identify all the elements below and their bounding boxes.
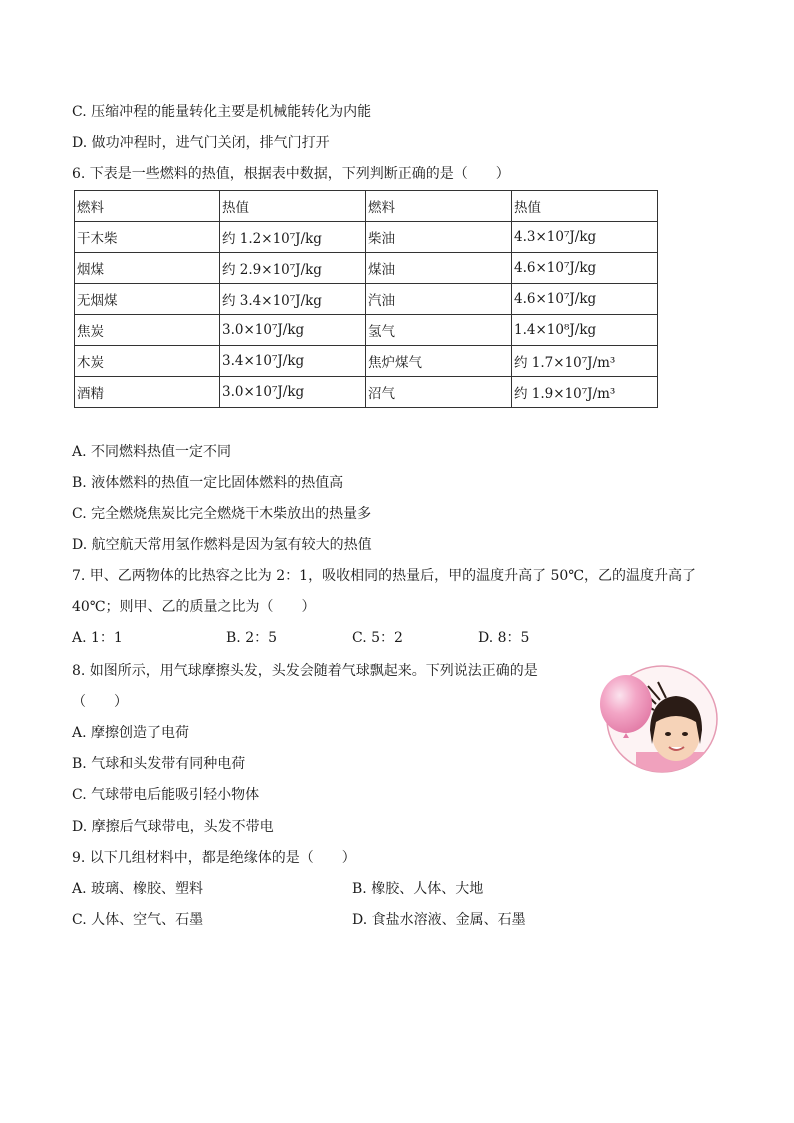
table-cell: 煤油 [366, 253, 512, 284]
q6-option-c: C. 完全燃烧焦炭比完全燃烧干木柴放出的热量多 [72, 506, 372, 522]
table-cell: 木炭 [75, 346, 220, 377]
q7-option-c: C. 5：2 [352, 630, 403, 646]
q7-option-d: D. 8：5 [478, 630, 530, 646]
table-header-cell: 热值 [220, 191, 366, 222]
table-cell: 柴油 [366, 222, 512, 253]
table-cell: 3.4×10⁷J/kg [220, 346, 366, 377]
table-cell: 约 3.4×10⁷J/kg [220, 284, 366, 315]
table-cell: 4.6×10⁷J/kg [512, 284, 658, 315]
q8-stem-line1: 8. 如图所示，用气球摩擦头发，头发会随着气球飘起来。下列说法正确的是 [72, 663, 538, 679]
q9-option-d: D. 食盐水溶液、金属、石墨 [352, 912, 526, 928]
table-cell: 4.6×10⁷J/kg [512, 253, 658, 284]
q6-option-d: D. 航空航天常用氢作燃料是因为氢有较大的热值 [72, 537, 372, 553]
table-cell: 烟煤 [75, 253, 220, 284]
table-cell: 约 1.7×10⁷J/m³ [512, 346, 658, 377]
table-cell: 1.4×10⁸J/kg [512, 315, 658, 346]
table-header-cell: 燃料 [75, 191, 220, 222]
fuel-heat-value-table [74, 190, 658, 408]
q7-stem-line2: 40℃；则甲、乙的质量之比为（ ） [72, 599, 316, 615]
q8-option-a: A. 摩擦创造了电荷 [72, 725, 190, 741]
table-cell: 汽油 [366, 284, 512, 315]
q9-option-a: A. 玻璃、橡胶、塑料 [72, 881, 204, 897]
table-cell: 4.3×10⁷J/kg [512, 222, 658, 253]
table-cell: 3.0×10⁷J/kg [220, 377, 366, 408]
q6-option-a: A. 不同燃料热值一定不同 [72, 444, 232, 460]
q9-option-b: B. 橡胶、人体、大地 [352, 881, 484, 897]
table-cell: 干木柴 [75, 222, 220, 253]
q9-stem: 9. 以下几组材料中，都是绝缘体的是（ ） [72, 850, 356, 866]
table-cell: 沼气 [366, 377, 512, 408]
table-cell: 约 1.2×10⁷J/kg [220, 222, 366, 253]
balloon-girl-photo-icon [596, 664, 720, 774]
table-row [75, 315, 658, 346]
q5-option-d: D. 做功冲程时，进气门关闭，排气门打开 [72, 135, 330, 151]
q9-option-c: C. 人体、空气、石墨 [72, 912, 204, 928]
q8-stem-line2: （ ） [72, 694, 128, 710]
table-row [75, 346, 658, 377]
table-cell: 氢气 [366, 315, 512, 346]
table-cell: 焦炉煤气 [366, 346, 512, 377]
q7-stem-line1: 7. 甲、乙两物体的比热容之比为 2：1，吸收相同的热量后，甲的温度升高了 50℃，乙的温度升高了 [72, 568, 696, 584]
table-header-row [75, 191, 658, 222]
table-row [75, 377, 658, 408]
table-row [75, 222, 658, 253]
table-row [75, 284, 658, 315]
table-header-cell: 热值 [512, 191, 658, 222]
q7-option-b: B. 2：5 [226, 630, 278, 646]
table-row [75, 253, 658, 284]
table-cell: 酒精 [75, 377, 220, 408]
table-cell: 焦炭 [75, 315, 220, 346]
q8-option-d: D. 摩擦后气球带电，头发不带电 [72, 819, 274, 835]
table-cell: 约 1.9×10⁷J/m³ [512, 377, 658, 408]
q8-option-c: C. 气球带电后能吸引轻小物体 [72, 787, 260, 803]
q6-option-b: B. 液体燃料的热值一定比固体燃料的热值高 [72, 475, 344, 491]
q7-option-a: A. 1：1 [72, 630, 123, 646]
table-cell: 无烟煤 [75, 284, 220, 315]
table-cell: 约 2.9×10⁷J/kg [220, 253, 366, 284]
q8-option-b: B. 气球和头发带有同种电荷 [72, 756, 246, 772]
table-header-cell: 燃料 [366, 191, 512, 222]
q5-option-c: C. 压缩冲程的能量转化主要是机械能转化为内能 [72, 104, 372, 120]
table-cell: 3.0×10⁷J/kg [220, 315, 366, 346]
q6-stem: 6. 下表是一些燃料的热值，根据表中数据，下列判断正确的是（ ） [72, 166, 510, 182]
